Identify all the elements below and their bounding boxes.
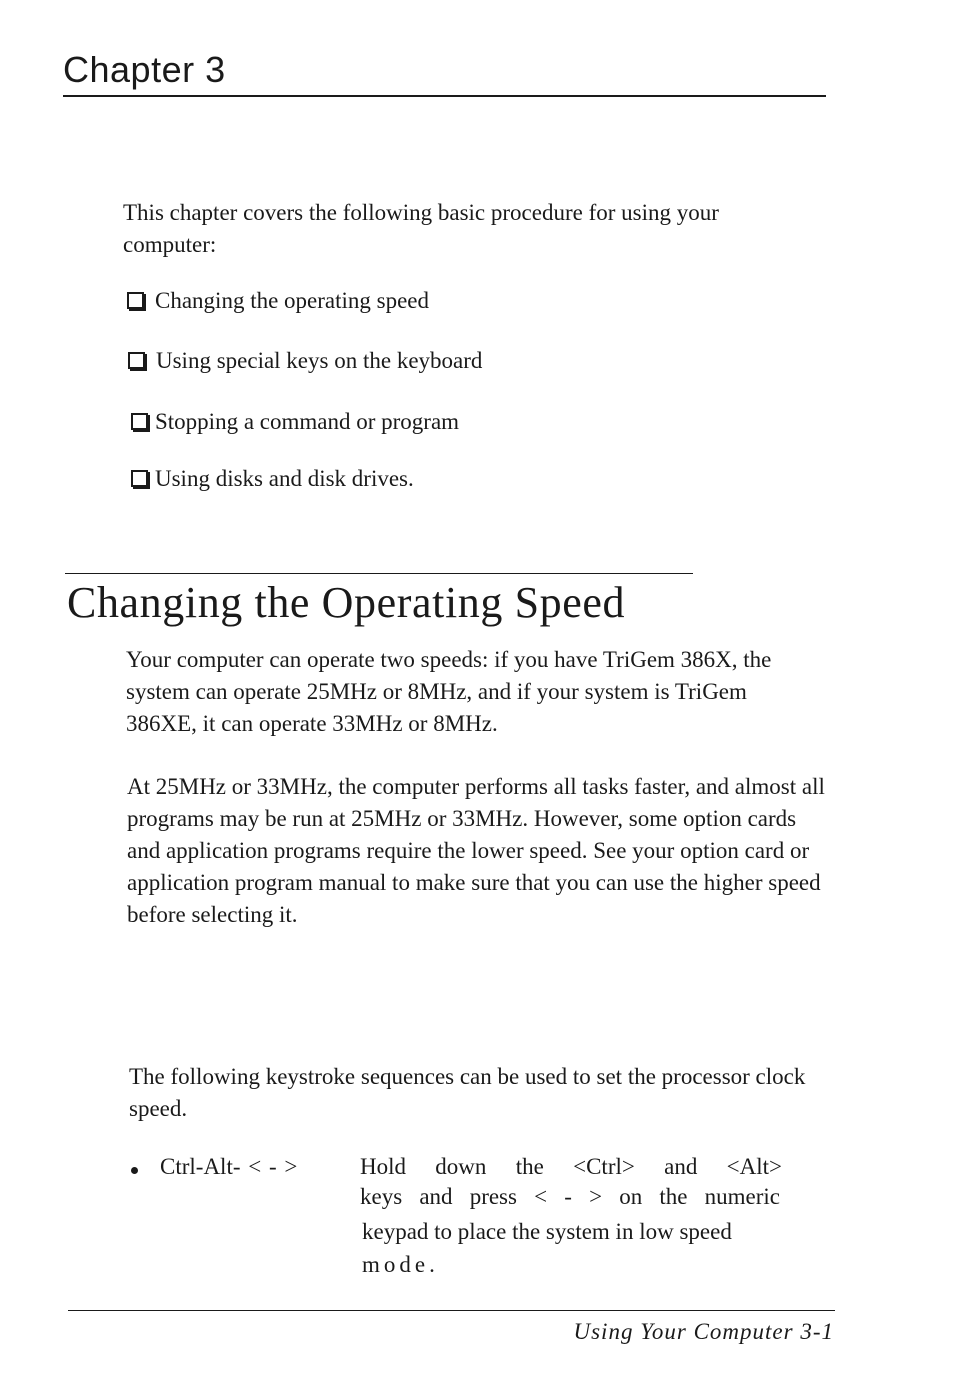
intro-paragraph: This chapter covers the following basic procedure for using your computer: [123, 200, 719, 257]
topic-label: Stopping a command or program [155, 409, 460, 434]
topic-item [127, 286, 429, 316]
footer-rule [68, 1310, 835, 1311]
chapter-title: Chapter 3 [63, 49, 226, 90]
header-rule [63, 95, 826, 97]
checkbox-icon [128, 352, 145, 369]
keystroke-intro-paragraph: The following keystroke sequences can be used to set the processor clock speed. [129, 1064, 806, 1121]
performance-paragraph: At 25MHz or 33MHz, the computer performs all tasks faster, and almost all programs may be run at 25MHz or 33MHz. However, some option cards and application programs require the lower speed. See your option card or application program manual to make sure that you can use the higher speed before selecting it. [127, 774, 825, 927]
topic-label: Using special keys on the keyboard [156, 348, 483, 373]
page-footer: Using Your Computer 3-1 [573, 1319, 834, 1344]
keystroke-desc-line: mode. [362, 1252, 439, 1277]
topic-label: Using disks and disk drives. [155, 466, 414, 491]
checkbox-icon [131, 470, 148, 487]
keystroke-desc-line: keys and press < - > on the numeric [360, 1184, 780, 1209]
topic-item [128, 346, 482, 376]
keystroke-desc-line: keypad to place the system in low speed [362, 1219, 732, 1244]
keystroke-desc-line: Hold down the <Ctrl> and <Alt> [360, 1154, 782, 1179]
topic-label: Changing the operating speed [155, 288, 430, 313]
topic-item [131, 407, 459, 437]
checkbox-icon [127, 292, 144, 309]
keystroke-key: Ctrl-Alt- < - > [160, 1154, 298, 1179]
topic-item [131, 464, 414, 494]
checkbox-icon [131, 413, 148, 430]
section-rule [65, 573, 693, 574]
bullet-icon [131, 1167, 138, 1174]
section-heading: Changing the Operating Speed [67, 578, 626, 627]
speed-paragraph: Your computer can operate two speeds: if you have TriGem 386X, the system can operate 25MHz or 8MHz, and if your system is TriGem 386XE, it can operate 33MHz or 8MHz. [126, 647, 772, 736]
